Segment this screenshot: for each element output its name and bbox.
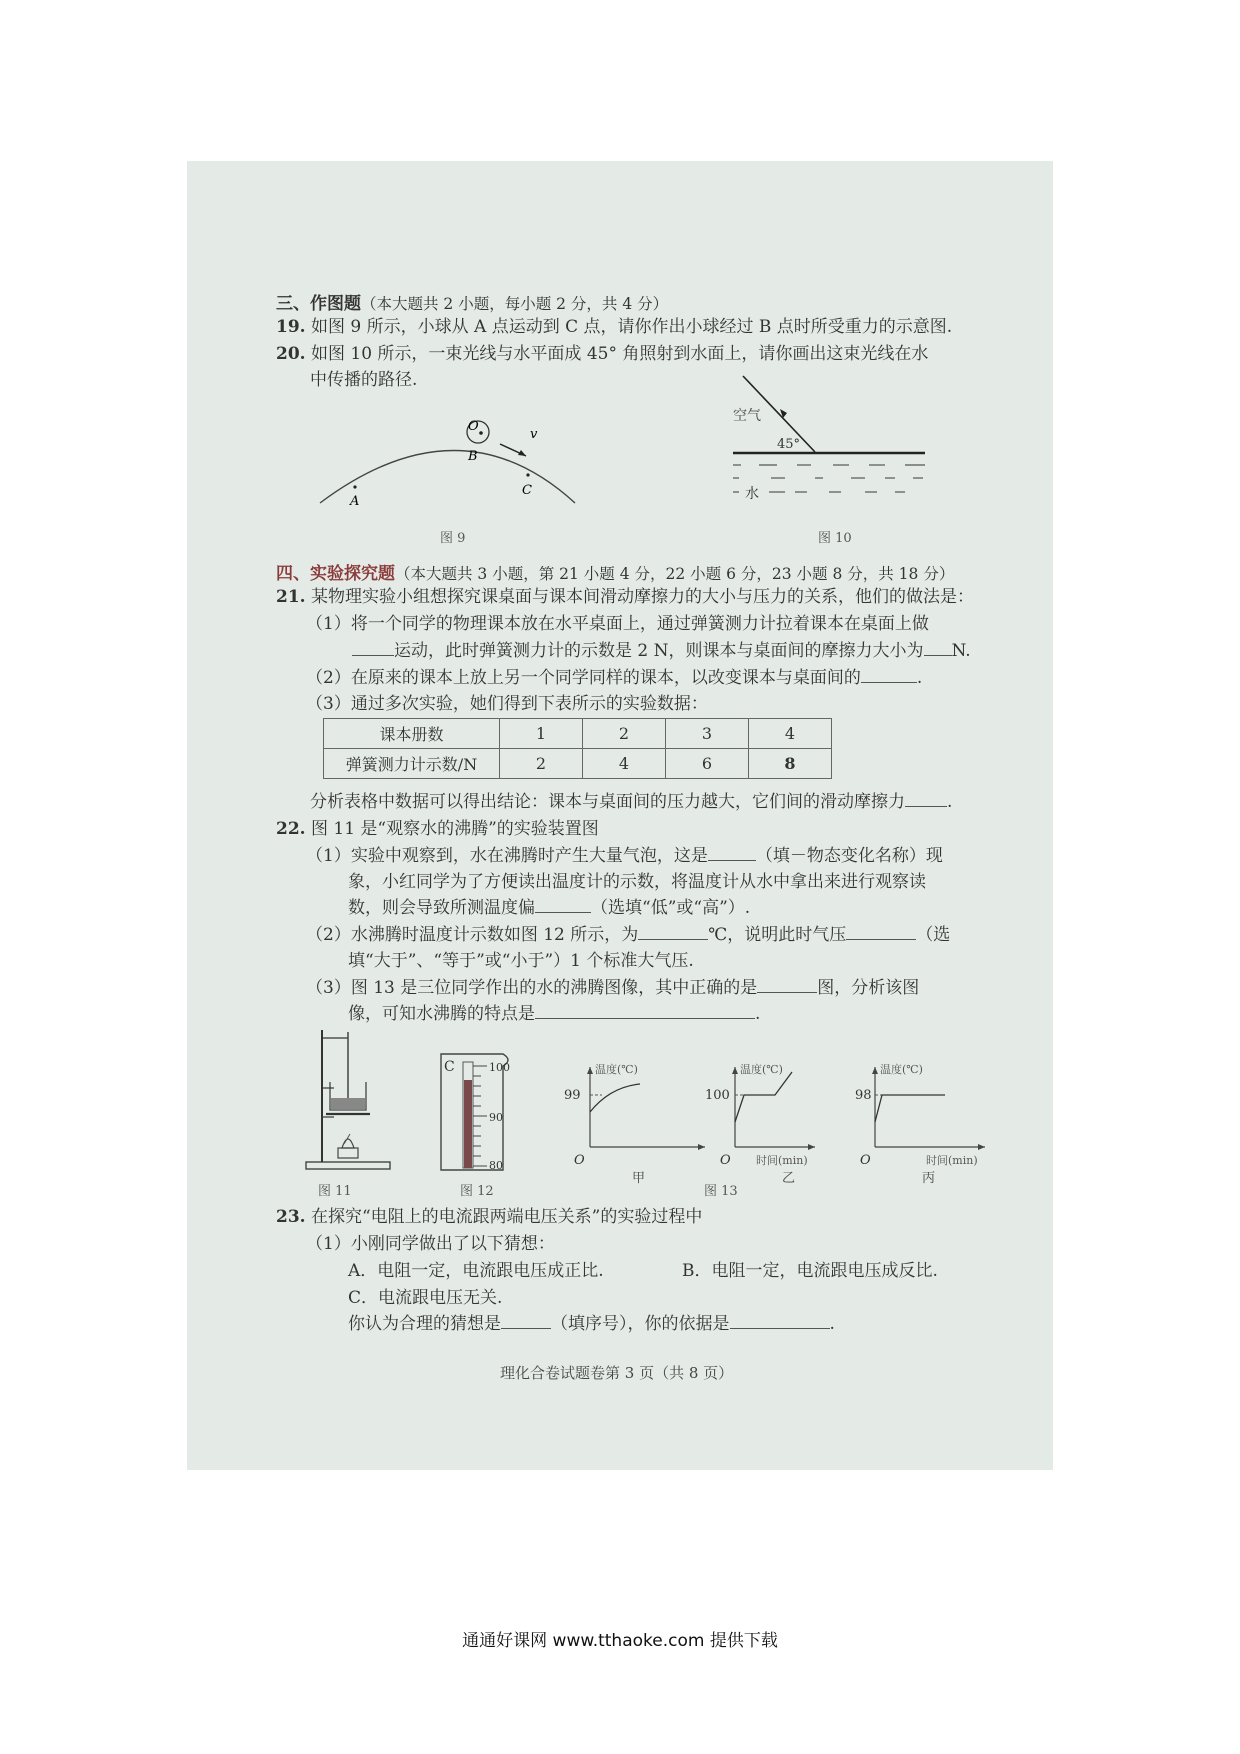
q23-option-c: C．电流跟电压无关. bbox=[348, 1288, 503, 1308]
fig13-caption: 图 13 bbox=[704, 1184, 738, 1199]
fig12-unit: C bbox=[444, 1059, 455, 1075]
q22-part2-line1: （2）水沸腾时温度计示数如图 12 所示，为 ℃，说明此时气压 （选 bbox=[306, 925, 951, 945]
fig11-caption: 图 11 bbox=[318, 1184, 352, 1199]
table-cell: 弹簧测力计示数/N bbox=[324, 749, 500, 779]
table-row bbox=[324, 749, 832, 779]
q21-conclusion: 分析表格中数据可以得出结论：课本与桌面间的压力越大，它们间的滑动摩擦力 . bbox=[310, 792, 953, 812]
q21-part1-line2: 运动，此时弹簧测力计的示数是 2 N，则课本与桌面间的摩擦力大小为 N. bbox=[352, 641, 971, 661]
table-cell: 2 bbox=[500, 749, 583, 779]
question-19: 19. 如图 9 所示，小球从 A 点运动到 C 点，请你作出小球经过 B 点时所受重力的示意图. bbox=[276, 317, 953, 337]
table-cell: 1 bbox=[500, 719, 583, 749]
fig13-origin-c: O bbox=[860, 1153, 871, 1168]
fig10-label-angle: 45° bbox=[777, 437, 801, 452]
fig13-origin-a: O bbox=[574, 1153, 585, 1168]
fig9-label-o: O bbox=[468, 419, 479, 434]
download-watermark: 通通好课网 www.tthaoke.com 提供下载 bbox=[462, 1631, 778, 1651]
q22-part1-line3: 数，则会导致所测温度偏 （选填“低”或“高”）. bbox=[348, 898, 751, 918]
table-cell: 3 bbox=[666, 719, 749, 749]
fig12-tick-90: 90 bbox=[489, 1111, 503, 1124]
fig9-label-v: v bbox=[530, 427, 538, 442]
question-23-intro: 23. 在探究“电阻上的电流跟两端电压关系”的实验过程中 bbox=[276, 1207, 703, 1227]
fig13-name-b: 乙 bbox=[782, 1171, 796, 1186]
figure-10 bbox=[725, 368, 935, 518]
q23-ask: 你认为合理的猜想是 （填序号），你的依据是 . bbox=[348, 1314, 835, 1334]
figure-9 bbox=[310, 408, 590, 508]
fig12-tick-100: 100 bbox=[489, 1061, 510, 1074]
table-row bbox=[324, 719, 832, 749]
fig13-xlabel-c: 时间(min) bbox=[926, 1154, 978, 1167]
fig10-label-water: 水 bbox=[745, 486, 759, 502]
figure-13 bbox=[564, 1062, 990, 1187]
table-cell: 6 bbox=[666, 749, 749, 779]
fig9-label-b: B bbox=[468, 449, 478, 464]
fig13-value-c: 98 bbox=[855, 1088, 872, 1103]
section4-heading: 四、实验探究题（本大题共 3 小题，第 21 小题 4 分，22 小题 6 分，23 小题 8 分，共 18 分） bbox=[276, 564, 955, 584]
table-cell: 4 bbox=[749, 719, 832, 749]
fig13-ylabel-b: 温度(℃) bbox=[740, 1063, 783, 1076]
q21-part2: （2）在原来的课本上放上另一个同学同样的课本，以改变课本与桌面间的 . bbox=[306, 668, 923, 688]
fig13-value-a: 99 bbox=[564, 1088, 581, 1103]
figure-12 bbox=[433, 1052, 523, 1172]
question-20-line2: 中传播的路径. bbox=[310, 370, 418, 390]
q22-part1-line1: （1）实验中观察到，水在沸腾时产生大量气泡，这是 （填－物态变化名称）现 bbox=[306, 846, 943, 866]
fig12-tick-80: 80 bbox=[489, 1159, 503, 1172]
question-21-intro: 21. 某物理实验小组想探究课桌面与课本间滑动摩擦力的大小与压力的关系，他们的做法是： bbox=[276, 587, 974, 607]
fig13-name-c: 丙 bbox=[922, 1171, 936, 1186]
fig13-origin-b: O bbox=[720, 1153, 731, 1168]
figure-11 bbox=[300, 1022, 395, 1172]
fig10-caption: 图 10 bbox=[818, 531, 852, 546]
fig13-ylabel-c: 温度(℃) bbox=[880, 1063, 923, 1076]
q22-part2-line2: 填“大于”、“等于”或“小于”）1 个标准大气压. bbox=[348, 951, 694, 971]
fig9-label-a: A bbox=[350, 494, 360, 509]
q21-data-table bbox=[323, 718, 832, 779]
section3-heading: 三、作图题（本大题共 2 小题，每小题 2 分，共 4 分） bbox=[276, 294, 669, 314]
fig9-label-c: C bbox=[522, 483, 532, 498]
table-cell: 4 bbox=[583, 749, 666, 779]
question-20-line1: 20. 如图 10 所示，一束光线与水平面成 45° 角照射到水面上，请你画出这束光线在水 bbox=[276, 344, 929, 364]
table-cell: 课本册数 bbox=[324, 719, 500, 749]
q23-option-a: A．电阻一定，电流跟电压成正比. bbox=[348, 1261, 604, 1281]
fig13-graph-b bbox=[705, 1062, 815, 1186]
fig12-caption: 图 12 bbox=[460, 1184, 494, 1199]
fig13-xlabel-b: 时间(min) bbox=[756, 1154, 808, 1167]
fig13-graph-a bbox=[564, 1062, 705, 1186]
page-footer: 理化合卷试题卷第 3 页（共 8 页） bbox=[500, 1364, 734, 1382]
fig9-caption: 图 9 bbox=[440, 531, 466, 546]
fig13-graph-c bbox=[855, 1062, 985, 1186]
q21-part3: （3）通过多次实验，她们得到下表所示的实验数据： bbox=[306, 694, 708, 714]
table-cell: 8 bbox=[749, 749, 832, 779]
table-cell: 2 bbox=[583, 719, 666, 749]
q23-part1: （1）小刚同学做出了以下猜想： bbox=[306, 1234, 555, 1254]
fig10-label-air: 空气 bbox=[733, 408, 761, 424]
q22-part1-line2: 象，小红同学为了方便读出温度计的示数，将温度计从水中拿出来进行观察读 bbox=[348, 872, 926, 892]
q21-part1-line1: （1）将一个同学的物理课本放在水平桌面上，通过弹簧测力计拉着课本在桌面上做 bbox=[306, 614, 929, 634]
q22-part3-line1: （3）图 13 是三位同学作出的水的沸腾图像，其中正确的是 图，分析该图 bbox=[306, 978, 920, 998]
fig13-ylabel-a: 温度(℃) bbox=[595, 1063, 638, 1076]
q22-part3-line2: 像，可知水沸腾的特点是 . bbox=[348, 1004, 761, 1024]
question-22-intro: 22. 图 11 是“观察水的沸腾”的实验装置图 bbox=[276, 819, 599, 839]
fig13-value-b: 100 bbox=[705, 1088, 730, 1103]
q23-option-b: B．电阻一定，电流跟电压成反比. bbox=[682, 1261, 938, 1281]
fig13-name-a: 甲 bbox=[632, 1171, 646, 1186]
